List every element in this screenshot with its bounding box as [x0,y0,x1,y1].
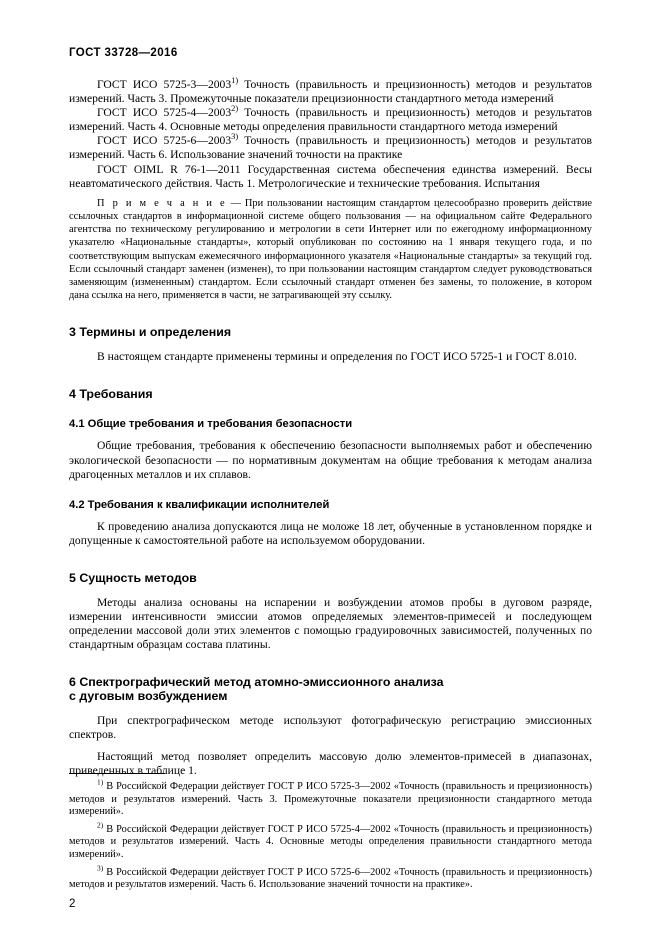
section-heading-4: 4 Требования [69,387,153,402]
section-6-paragraph-2: Настоящий метод позволяет определить массовую долю элементов-примесей в диапазонах, приведенных в таблице 1. [69,749,592,777]
footnote-item: $^{3)}$ В Российской Федерации действует ГОСТ Р ИСО 5725-6—2002 «Точность (правильность и прецизионность) методов и результатов измерений. Часть 6. Использование значений точности на практике». [69,863,592,891]
subsection-heading-4-2: 4.2 Требования к квалификации исполнителей [69,498,330,511]
document-body [69,78,592,778]
subsection-heading-4-1: 4.1 Общие требования и требования безопасности [69,418,353,431]
subsection-4-1-paragraph: Общие требования, требования к обеспечению безопасности выполняемых работ и обеспечению экологической безопасности — по нормативным документам на общие требования к методам анализа драгоценных металлов и их сплавов. [69,439,592,481]
reference-item: ГОСТ OIML R 76-1—2011 Государственная система обеспечения единства измерений. Весы неавтоматического действия. Часть 1. Метрологические и технические требования. Испытания [69,162,592,190]
section-3-paragraph: В настоящем стандарте применены термины и определения по ГОСТ ИСО 5725-1 и ГОСТ 8.010. [97,350,577,364]
section-6-heading-line1: 6 Спектрографический метод атомно-эмиссионного анализа [69,675,444,690]
note-label: П р и м е ч а н и е [97,197,227,209]
reference-item: ГОСТ ИСО 5725-6—2003$^{3)}$ Точность (правильность и прецизионность) методов и результатов измерений. Часть 6. Использование значений точности на практике [69,132,592,162]
page-number: 2 [69,898,76,910]
section-6-paragraph-1: При спектрографическом методе используют фотографическую регистрацию эмиссионных спектров. [69,714,592,742]
note-block [69,197,592,303]
footnote-separator-rule [69,773,165,774]
footnote-item: $^{2)}$ В Российской Федерации действует ГОСТ Р ИСО 5725-4—2002 «Точность (правильность и прецизионность) методов и результатов измерений. Часть 4. Основные методы определения правильности стандартного метода измерений». [69,820,592,860]
page-header: ГОСТ 33728—2016 [69,47,178,59]
section-heading-3: 3 Термины и определения [69,325,232,340]
section-heading-5: 5 Сущность методов [69,570,197,585]
subsection-4-2-paragraph: К проведению анализа допускаются лица не моложе 18 лет, обученные в установленном порядке и допущенные к самостоятельной работе на используемом оборудовании. [69,519,592,547]
reference-item: ГОСТ ИСО 5725-4—2003$^{2)}$ Точность (правильность и прецизионность) методов и результатов измерений. Часть 4. Основные методы определения правильности стандартного метода измерений [69,104,592,134]
footnotes-block [69,773,592,897]
section-heading-6 [69,675,592,703]
note-text: — При пользовании настоящим стандартом целесообразно проверить действие ссылочных стандартов в информационной системе общего пользования — на официальном сайте Федерального агентства по техническому регулированию и метрологии в сети Интернет или по ежегодному информационному указателю «Национальные стандарты», который опубликован по состоянию на 1 января текущего года, и по соответствующим выпускам ежемесячного информационного указателя «Национальные стандарты» за текущий год. Если ссылочный стандарт заменен (изменен), то при пользовании настоящим стандартом следует руководствоваться заменяющим (измененным) стандартом. Если ссылочный стандарт отменен без замены, то положение, в котором дана ссылка на него, применяется в части, не затрагивающей эту ссылку. [69,197,593,302]
section-6-heading-line2: с дуговым возбуждением [69,689,228,704]
section-5-paragraph: Методы анализа основаны на испарении и возбуждении атомов пробы в дуговом разряде, измерении интенсивности эмиссии атомов определяемых элементов-примесей и последующем определении массовой доли этих элементов с помощью градуировочных зависимостей, полученных по стандартным образцам состава платины. [69,595,592,652]
reference-item: ГОСТ ИСО 5725-3—2003$^{1)}$ Точность (правильность и прецизионность) методов и результатов измерений. Часть 3. Промежуточные показатели прецизионности стандартного метода измерений [69,76,592,106]
footnote-item: $^{1)}$ В Российской Федерации действует ГОСТ Р ИСО 5725-3—2002 «Точность (правильность и прецизионность) методов и результатов измерений. Часть 3. Промежуточные показатели прецизионности стандартного метода измерений». [69,777,592,818]
